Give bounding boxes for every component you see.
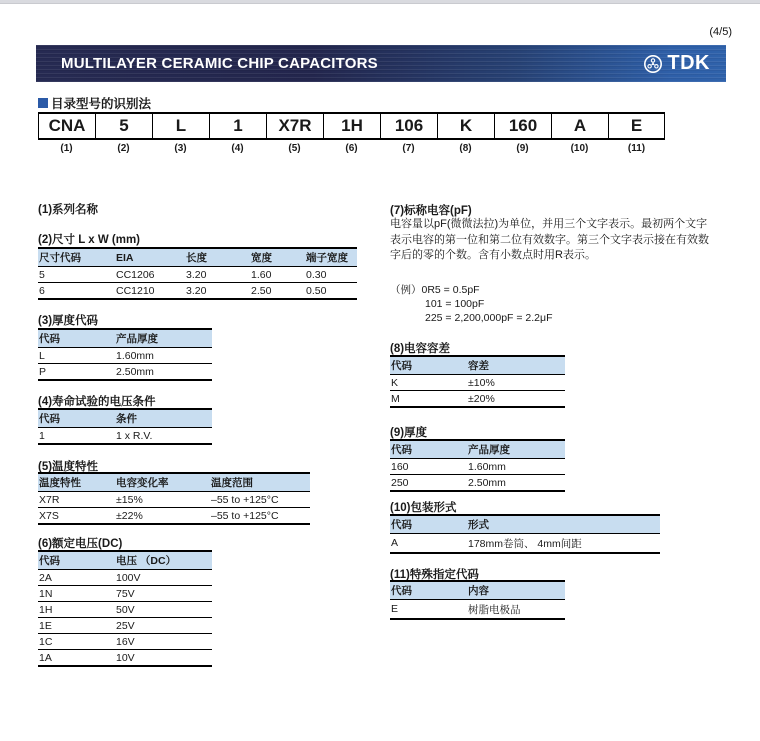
example-line: 101 = 100pF xyxy=(425,298,485,310)
table-cell: 100V xyxy=(115,570,212,586)
column-header: EIA xyxy=(115,248,185,267)
tdk-emblem-icon xyxy=(643,54,663,74)
table-row xyxy=(38,364,212,381)
section-heading xyxy=(38,94,151,112)
part-code-index: (9) xyxy=(516,143,529,154)
table-row xyxy=(38,492,310,508)
section-3-title: (3)厚度代码 xyxy=(38,315,99,327)
table-cell: X7S xyxy=(38,508,115,525)
table-cell: 1.60 xyxy=(250,267,305,283)
part-code: 1H xyxy=(323,114,380,138)
part-code: 5 xyxy=(95,114,152,138)
part-code-index: (10) xyxy=(570,143,589,154)
table-cell: 1A xyxy=(38,650,115,667)
part-code: K xyxy=(437,114,494,138)
section-8-table xyxy=(390,355,565,408)
table-row xyxy=(390,475,565,492)
body-text-line: 电容量以pF(微微法拉)为单位，并用三个文字表示。最初两个文字 xyxy=(390,218,708,230)
part-number-codes-row xyxy=(38,112,665,140)
table-cell: CC1210 xyxy=(115,283,185,300)
table-row xyxy=(390,600,565,620)
section-5-table xyxy=(38,472,310,525)
section-6-title: (6)额定电压(DC) xyxy=(38,538,123,550)
column-header: 端子宽度 xyxy=(305,248,357,267)
example-line: 225 = 2,200,000pF = 2.2μF xyxy=(425,312,553,324)
data-table xyxy=(390,439,565,492)
table-cell: 2.50mm xyxy=(467,475,565,492)
column-header: 代码 xyxy=(390,440,467,459)
section-2-title: (2)尺寸 L x W (mm) xyxy=(38,234,141,246)
part-code: X7R xyxy=(266,114,323,138)
data-table xyxy=(38,472,310,525)
table-row xyxy=(38,348,212,364)
table-cell: 0.30 xyxy=(305,267,357,283)
part-code: 160 xyxy=(494,114,551,138)
table-row xyxy=(390,459,565,475)
example-line: （例）0R5 = 0.5pF xyxy=(390,284,480,296)
table-cell: 1 xyxy=(38,428,115,445)
body-text-line: 表示电容的第一位和第二位有效数字。第三个文字表示接在有效数 xyxy=(390,233,709,246)
table-row xyxy=(38,570,212,586)
part-number-indices-row xyxy=(38,143,665,154)
part-code: E xyxy=(608,114,665,138)
section-6-table xyxy=(38,550,212,667)
part-code-index: (11) xyxy=(627,143,646,154)
table-cell: 1H xyxy=(38,602,115,618)
part-code-index: (8) xyxy=(459,143,472,154)
table-cell: 250 xyxy=(390,475,467,492)
table-cell: 160 xyxy=(390,459,467,475)
table-cell: K xyxy=(390,375,467,391)
section-9-table xyxy=(390,439,565,492)
table-cell: A xyxy=(390,534,467,554)
table-row xyxy=(38,508,310,525)
part-code-index: (6) xyxy=(345,143,358,154)
column-header: 代码 xyxy=(390,581,467,600)
table-cell: ±15% xyxy=(115,492,210,508)
table-cell: 1E xyxy=(38,618,115,634)
column-header: 长度 xyxy=(185,248,250,267)
part-code-index: (7) xyxy=(402,143,415,154)
table-row xyxy=(38,602,212,618)
part-number-key xyxy=(38,112,665,154)
table-cell: L xyxy=(38,348,115,364)
data-table xyxy=(390,355,565,408)
table-cell: 3.20 xyxy=(185,283,250,300)
part-code-index: (4) xyxy=(231,143,244,154)
table-row xyxy=(38,618,212,634)
tdk-logo-text: TDK xyxy=(667,52,710,74)
table-cell: ±22% xyxy=(115,508,210,525)
table-cell: 1.60mm xyxy=(467,459,565,475)
data-table xyxy=(38,247,357,300)
table-cell: 2.50 xyxy=(250,283,305,300)
section-2-table xyxy=(38,247,357,300)
column-header: 代码 xyxy=(390,515,467,534)
data-table xyxy=(38,550,212,667)
table-row xyxy=(38,428,212,445)
table-cell: 1.60mm xyxy=(115,348,212,364)
table-cell: 75V xyxy=(115,586,212,602)
table-cell: –55 to +125°C xyxy=(210,508,310,525)
table-cell: 1N xyxy=(38,586,115,602)
table-cell: 2A xyxy=(38,570,115,586)
column-header: 产品厚度 xyxy=(115,329,212,348)
column-header: 温度特性 xyxy=(38,473,115,492)
table-row xyxy=(38,634,212,650)
table-cell: –55 to +125°C xyxy=(210,492,310,508)
section-11-title: (11)特殊指定代码 xyxy=(390,569,479,581)
page-number: (4/5) xyxy=(709,26,732,38)
column-header: 代码 xyxy=(38,409,115,428)
section-3-table xyxy=(38,328,212,381)
section-10-table xyxy=(390,514,660,554)
column-header: 代码 xyxy=(38,329,115,348)
part-code: 106 xyxy=(380,114,437,138)
column-header: 代码 xyxy=(390,356,467,375)
table-cell: ±10% xyxy=(467,375,565,391)
part-code-index: (5) xyxy=(288,143,301,154)
table-cell: CC1206 xyxy=(115,267,185,283)
section-4-title: (4)寿命试验的电压条件 xyxy=(38,396,156,408)
data-table xyxy=(390,514,660,554)
table-cell: 6 xyxy=(38,283,115,300)
table-cell: 178mm卷筒、 4mm间距 xyxy=(467,534,660,554)
table-cell: 3.20 xyxy=(185,267,250,283)
column-header: 电压 （DC） xyxy=(115,551,212,570)
part-code: L xyxy=(152,114,209,138)
column-header: 电容变化率 xyxy=(115,473,210,492)
table-cell: 1C xyxy=(38,634,115,650)
section-7-body xyxy=(390,217,709,264)
tdk-logo xyxy=(643,52,726,75)
table-cell: 16V xyxy=(115,634,212,650)
table-cell: 1 x R.V. xyxy=(115,428,212,445)
column-header: 条件 xyxy=(115,409,212,428)
table-cell: X7R xyxy=(38,492,115,508)
section-5-title: (5)温度特性 xyxy=(38,461,99,473)
table-row xyxy=(390,534,660,554)
table-cell: 2.50mm xyxy=(115,364,212,381)
column-header: 产品厚度 xyxy=(467,440,565,459)
body-text-line: 字后的零的个数。含有小数点时用R表示。 xyxy=(390,249,596,261)
table-row xyxy=(390,375,565,391)
table-cell: E xyxy=(390,600,467,620)
column-header: 容差 xyxy=(467,356,565,375)
part-code: CNA xyxy=(38,114,95,138)
table-row xyxy=(390,391,565,408)
column-header: 代码 xyxy=(38,551,115,570)
column-header: 内容 xyxy=(467,581,565,600)
part-code-index: (2) xyxy=(117,143,130,154)
table-cell: ±20% xyxy=(467,391,565,408)
data-table xyxy=(38,408,212,445)
column-header: 温度范围 xyxy=(210,473,310,492)
section-1-title: (1)系列名称 xyxy=(38,204,99,216)
data-table xyxy=(390,580,565,620)
table-cell: M xyxy=(390,391,467,408)
table-cell: 5 xyxy=(38,267,115,283)
part-code-index: (1) xyxy=(60,143,73,154)
section-10-title: (10)包装形式 xyxy=(390,502,457,514)
window-top-edge xyxy=(0,0,760,4)
table-cell: P xyxy=(38,364,115,381)
part-code: 1 xyxy=(209,114,266,138)
data-table xyxy=(38,328,212,381)
table-cell: 树脂电极品 xyxy=(467,600,565,620)
part-code: A xyxy=(551,114,608,138)
section-heading-text: 目录型号的识别法 xyxy=(51,97,152,111)
section-7-title: (7)标称电容(pF) xyxy=(390,205,472,217)
part-code-index: (3) xyxy=(174,143,187,154)
table-row xyxy=(38,283,357,300)
table-cell: 25V xyxy=(115,618,212,634)
header-banner xyxy=(36,45,726,82)
column-header: 宽度 xyxy=(250,248,305,267)
table-cell: 10V xyxy=(115,650,212,667)
table-row xyxy=(38,650,212,667)
section-9-title: (9)厚度 xyxy=(390,427,428,439)
section-7-examples xyxy=(390,283,552,325)
table-row xyxy=(38,586,212,602)
table-cell: 0.50 xyxy=(305,283,357,300)
blue-square-marker xyxy=(38,98,48,108)
column-header: 尺寸代码 xyxy=(38,248,115,267)
section-4-table xyxy=(38,408,212,445)
document-title: MULTILAYER CERAMIC CHIP CAPACITORS xyxy=(61,55,378,72)
table-cell: 50V xyxy=(115,602,212,618)
column-header: 形式 xyxy=(467,515,660,534)
section-11-table xyxy=(390,580,565,620)
table-row xyxy=(38,267,357,283)
section-8-title: (8)电容容差 xyxy=(390,343,451,355)
